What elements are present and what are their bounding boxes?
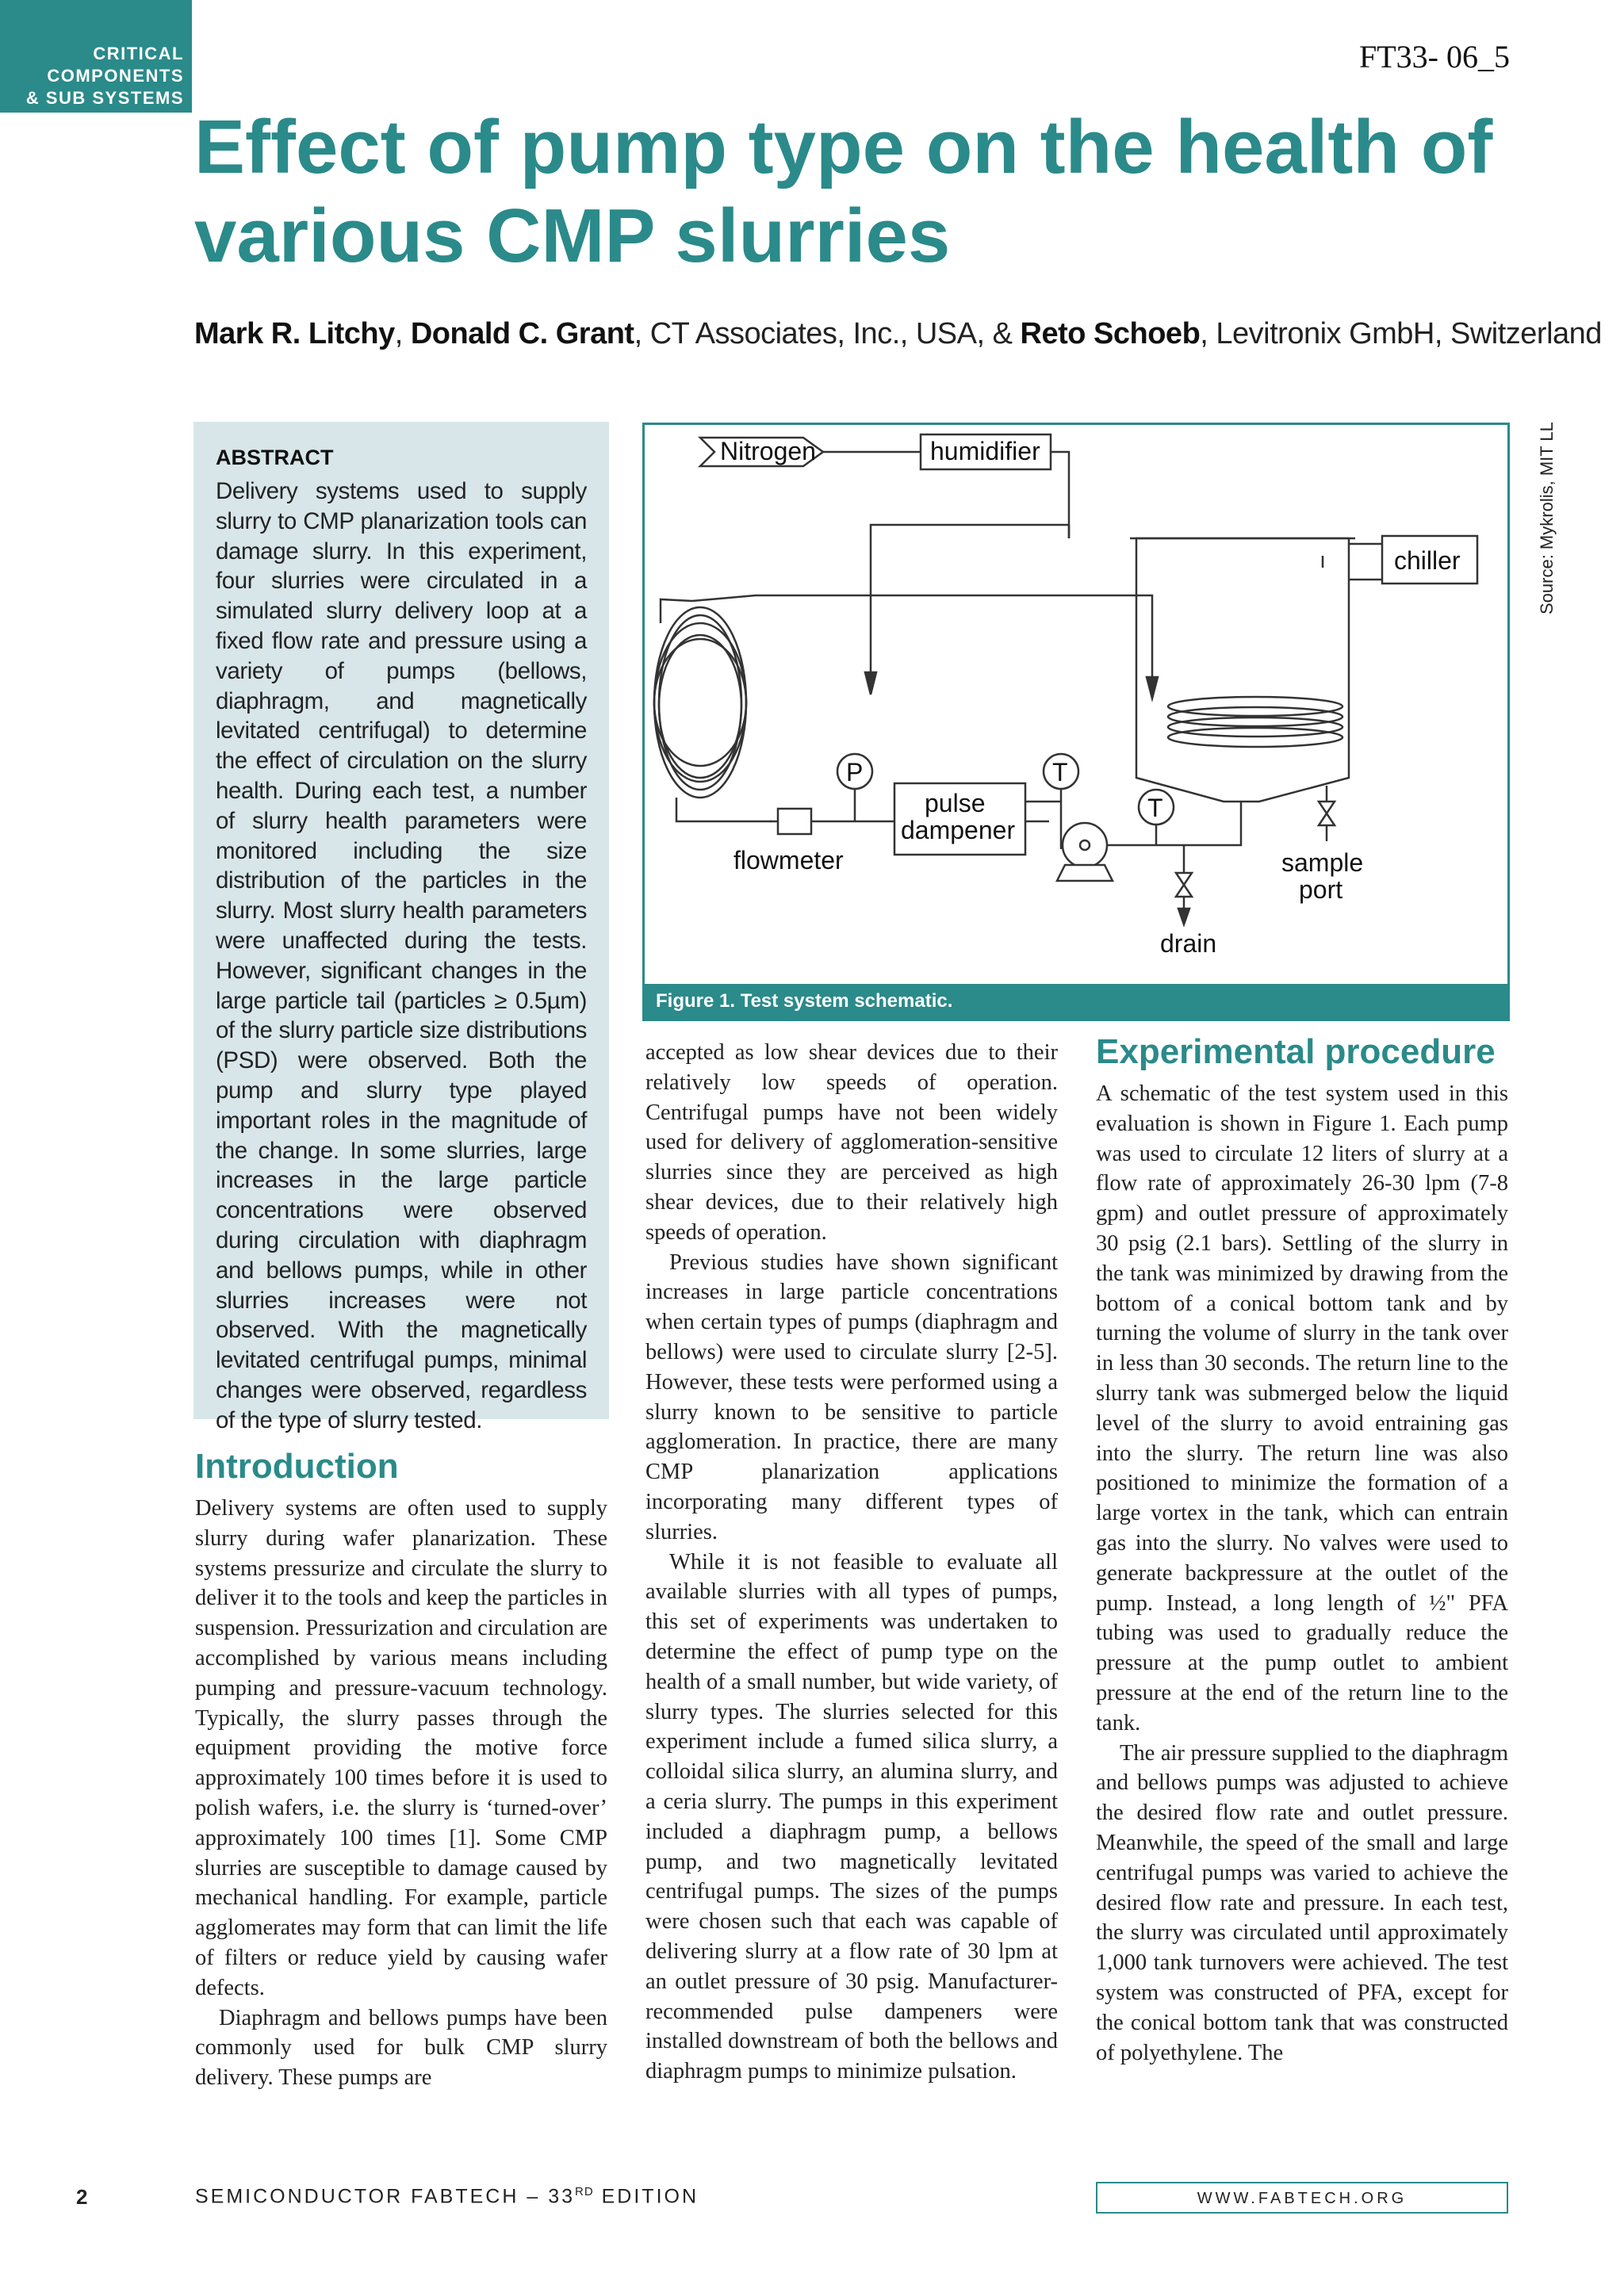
author-2: Donald C. Grant <box>410 317 634 350</box>
tube-coil-5 <box>654 639 746 766</box>
tank <box>1136 538 1349 802</box>
experimental-paragraph-2: The air pressure supplied to the diaphragm and bellows pumps was adjusted to achieve the desired flow rate and outlet pressure. Meanwhile, the speed of the small and large centrifugal pumps was varied to achieve the desired flow rate and pressure. In each test, the slurry was circulated until approximately 1,000 tank turnovers were achieved. The test system was constructed of PFA, except for the conical bottom tank that was constructed of polyethylene. The <box>1096 1740 1508 2065</box>
author-1: Mark R. Litchy <box>194 317 395 350</box>
publication-name-main: SEMICONDUCTOR FABTECH – 33 <box>195 2185 576 2208</box>
section-tag-line-1: CRITICAL <box>93 44 184 63</box>
middle-column <box>645 1038 1058 2087</box>
humidifier-gas-line <box>871 452 1069 683</box>
tube-coil-4 <box>659 635 741 778</box>
label-pulse: pulse <box>925 789 986 817</box>
middle-paragraph-3: While it is not feasible to evaluate all available slurries with all types of pumps, this set of experiments was undertaken to determine the effect of pump type on the health of a small number, but wide variety, of slurry types. The slurries selected for this experiment include a fumed silica slurry, a colloidal silica slurry, an alumina slurry, and a ceria slurry. The pumps in this experiment included a diaphragm pump, a bellows pump, and two magnetically levitated centrifugal pumps. The sizes of the pumps were chosen such that each was capable of delivering slurry at a flow rate of 30 lpm at an outlet pressure of 30 psig. Manufacturer-recommended pulse dampeners were installed downstream of both the bellows and diaphragm pumps to minimize pulsation. <box>645 1549 1058 2084</box>
middle-paragraph-1: accepted as low shear devices due to their relatively low speeds of operation. Centrifugal pumps have not been widely used for delivery of agglomeration-sensitive slurries since they are perceived as high shear devices, due to their relatively high speeds of operation. <box>645 1040 1058 1245</box>
affiliation-1: , CT Associates, Inc., USA, & <box>634 317 1021 350</box>
label-p-gauge: P <box>846 758 864 786</box>
figure-caption: Figure 1. Test system schematic. <box>645 984 1507 1019</box>
figure-1 <box>642 423 1510 1021</box>
label-nitrogen: Nitrogen <box>720 437 816 465</box>
label-port: port <box>1299 875 1343 904</box>
abstract-text: Delivery systems used to supply slurry to CMP planarization tools can damage slurry. In this experiment, four slurries were circulated in a simulated slurry delivery loop at a fixed flow rate and pressure using a variety of pumps (bellows, diaphragm, and magnetically levitated centrifugal) to determine the effect of circulation on the slurry health. During each test, a number of slurry health parameters were monitored including the size distribution of the particles in the slurry. Most slurry health parameters were unaffected during the tests. However, significant changes in the large particle tail (particles ≥ 0.5µm) of the slurry particle size distributions (PSD) were observed. Both the pump and slurry type played important roles in the magnitude of the change. In some slurries, large increases in the large particle concentrations were observed during circulation with diaphragm and bellows pumps, while in other slurries increases were not observed. With the magnetically levitated centrifugal pumps, minimal changes were observed, regardless of the type of slurry tested. <box>216 478 587 1433</box>
test-system-schematic <box>645 425 1507 984</box>
label-t-gauge-2: T <box>1147 794 1163 822</box>
abstract-box <box>193 422 609 1433</box>
abstract-heading: ABSTRACT <box>216 446 334 469</box>
introduction-column <box>195 1494 607 2093</box>
label-dampener: dampener <box>901 816 1016 844</box>
pump-base <box>1057 865 1113 881</box>
introduction-heading: Introduction <box>195 1447 399 1486</box>
title-line-2: various CMP slurries <box>194 193 951 278</box>
figure-source-text: Source: Mykrolis, MIT LL <box>1537 422 1557 614</box>
publication-ordinal: RD <box>575 2185 594 2198</box>
label-humidifier: humidifier <box>930 437 1040 465</box>
author-3: Reto Schoeb <box>1020 317 1201 350</box>
sample-valve-bottom <box>1319 813 1335 825</box>
article-code: FT33- 06_5 <box>1359 39 1510 75</box>
author-separator: , <box>394 317 411 350</box>
section-tag-line-2: COMPONENTS <box>47 66 184 86</box>
label-chiller: chiller <box>1394 546 1461 575</box>
coil-to-flowmeter-line <box>676 798 772 821</box>
introduction-paragraph-1: Delivery systems are often used to supply slurry during wafer planarization. These systems pressurize and circulate the slurry to deliver it to the tools and keep the particles in suspension. Pressurization and circulation are accomplished by various means including pumping and pressure-vacuum technology. Typically, the slurry passes through the equipment providing the motive force approximately 100 times before it is used to polish wafers, i.e. the slurry is ‘turned-over’ approximately 100 times [1]. Some CMP slurries are susceptible to damage caused by mechanical handling. For example, particle agglomerates may form that can limit the life of filters or reduce yield by causing wafer defects. <box>195 1496 607 2000</box>
publication-name-end: EDITION <box>593 2185 699 2208</box>
gas-arrow <box>865 672 876 695</box>
label-flowmeter: flowmeter <box>733 846 844 874</box>
experimental-heading: Experimental procedure <box>1096 1032 1496 1071</box>
section-tag <box>0 0 192 113</box>
figure-source <box>1513 422 1557 614</box>
website-link[interactable]: WWW.FABTECH.ORG <box>1096 2182 1508 2214</box>
experimental-paragraph-1: A schematic of the test system used in this evaluation is shown in Figure 1. Each pump was used to circulate 12 liters of slurry at a flow rate of approximately 26-30 lpm (7-8 gpm) and outlet pressure of approximately 30 psig (2.1 bars). Settling of the slurry in the tank was minimized by drawing from the bottom of a conical bottom tank and by turning the volume of slurry in the tank over in less than 30 seconds. The return line to the slurry tank was submerged below the liquid level of the slurry to avoid entraining gas into the slurry. The return line was also positioned to minimize the formation of a large vortex in the tank, which can entrain gas into the slurry. No valves were used to generate backpressure at the outlet of the pump. Instead, a long length of ½" PFA tubing was used to gradually reduce the pressure at the pump outlet to ambient pressure at the end of the return line to the tank. <box>1096 1081 1508 1735</box>
authors-line <box>194 317 1602 351</box>
article-title <box>194 103 1542 281</box>
label-drain: drain <box>1160 929 1217 958</box>
pump-center <box>1080 840 1090 850</box>
flowmeter-body <box>778 809 811 834</box>
drain-arrow <box>1178 909 1189 924</box>
section-tag-line-3: & SUB SYSTEMS <box>25 88 184 108</box>
title-line-1: Effect of pump type on the health of <box>194 105 1493 189</box>
label-t-gauge-1: T <box>1052 758 1068 786</box>
affiliation-2: , Levitronix GmbH, Switzerland <box>1200 317 1602 350</box>
drain-valve-bottom <box>1176 885 1192 897</box>
introduction-paragraph-2: Diaphragm and bellows pumps have been commonly used for bulk CMP slurry delivery. These pumps are <box>195 2005 607 2091</box>
label-sample: sample <box>1281 848 1364 877</box>
experimental-column <box>1096 1079 1508 2068</box>
publication-name <box>195 2185 699 2208</box>
tube-coil-3 <box>654 623 746 782</box>
middle-paragraph-2: Previous studies have shown significant increases in large particle concentrations when certain types of pumps (diaphragm and bellows) were used to circulate slurry [2-5]. However, these tests were performed using a slurry known to be sensitive to particle agglomeration. In practice, there are many CMP planarization applications incorporating many different types of slurries. <box>645 1249 1058 1544</box>
dampener-top-line <box>1025 802 1061 849</box>
page-number: 2 <box>76 2185 88 2209</box>
